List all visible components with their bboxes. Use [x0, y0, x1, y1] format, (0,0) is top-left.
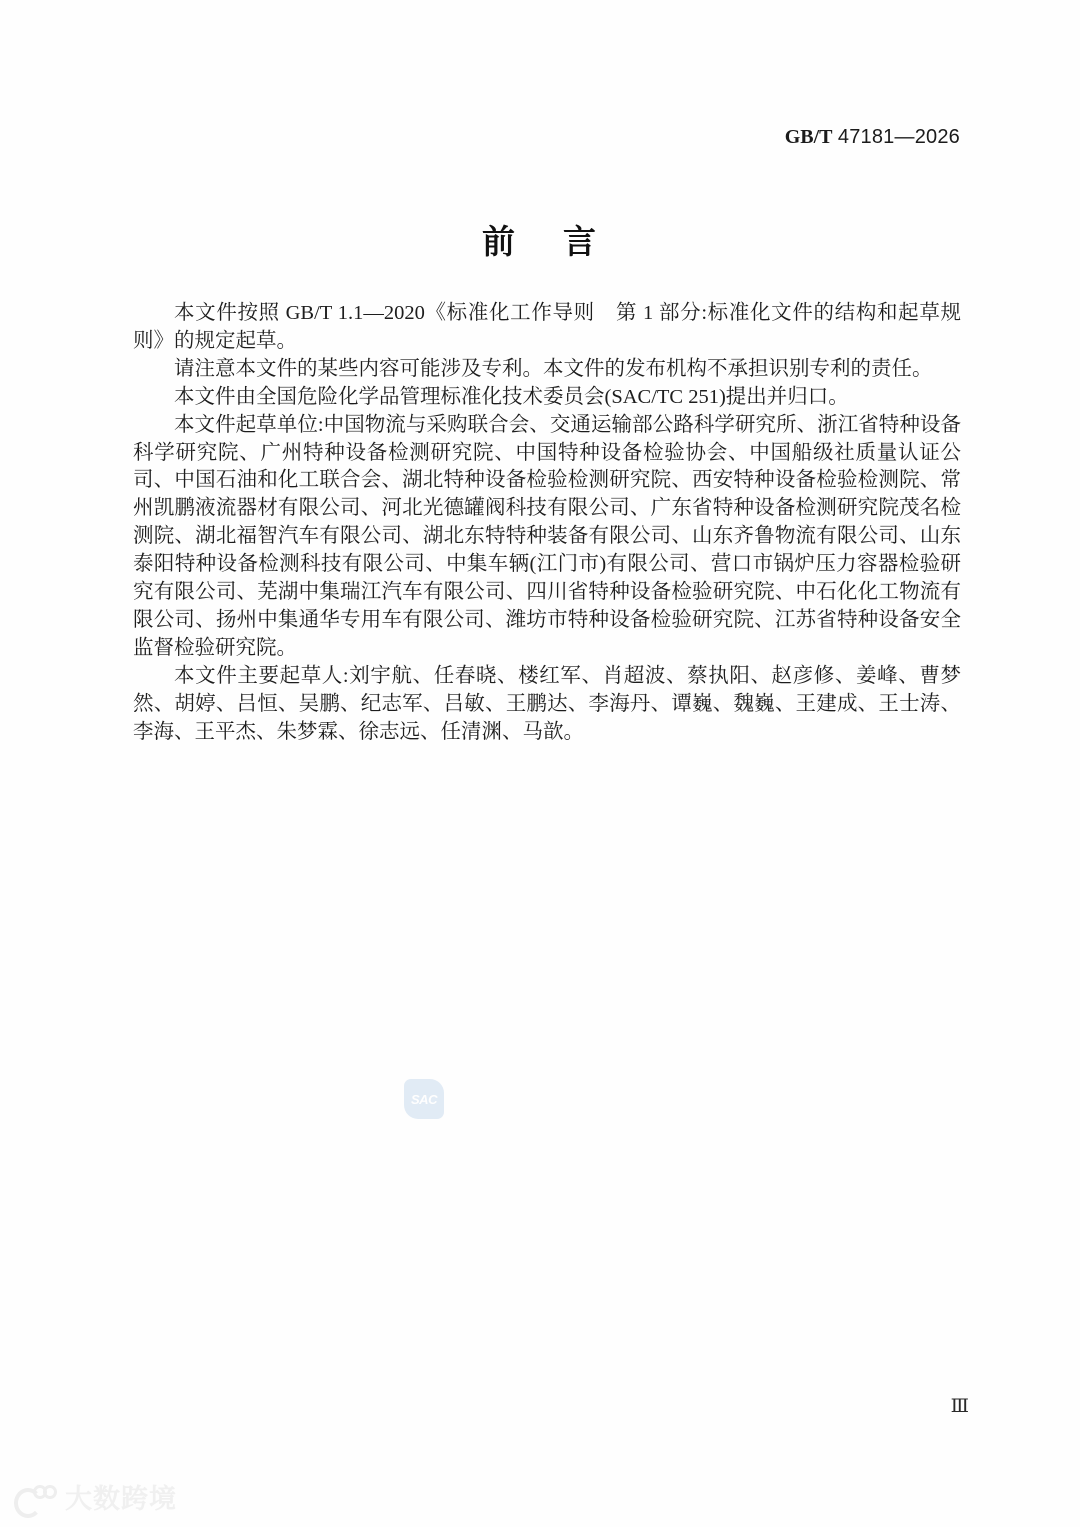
standard-prefix: GB/T [784, 126, 833, 148]
running-header [785, 126, 960, 149]
foreword-paragraph: 本文件按照 GB/T 1.1—2020《标准化工作导则 第 1 部分:标准化文件的结构和起草规则》的规定起草。 [133, 302, 961, 352]
drafters-paragraph: 本文件主要起草人:刘宇航、任春晓、楼红军、肖超波、蔡执阳、赵彦修、姜峰、曹梦然、胡婷、吕恒、吴鹏、纪志军、吕敏、王鹏达、李海丹、谭巍、魏巍、王建成、王士涛、李海、王平杰、朱梦霖、徐志远、任清渊、马歆。 [133, 664, 961, 743]
source-watermark [14, 1485, 177, 1513]
watermark-label: 大数跨境 [65, 1483, 177, 1514]
title-char-2: 言 [563, 225, 598, 261]
watermark-dot-shape [43, 1485, 57, 1499]
foreword-body [133, 300, 961, 747]
foreword-paragraph: 请注意本文件的某些内容可能涉及专利。本文件的发布机构不承担识别专利的责任。 [174, 357, 933, 380]
standard-number: 47181—2026 [837, 126, 960, 148]
watermark-logo-icon [14, 1485, 56, 1513]
title-char-1: 前 [482, 225, 517, 261]
sac-watermark-icon [404, 1079, 444, 1119]
sac-watermark-label: SAC [411, 1091, 437, 1107]
foreword-paragraph: 本文件由全国危险化学品管理标准化技术委员会(SAC/TC 251)提出并归口。 [174, 385, 849, 408]
page-title [0, 216, 1080, 263]
drafting-organizations-paragraph: 本文件起草单位:中国物流与采购联合会、交通运输部公路科学研究所、浙江省特种设备科学研究院、广州特种设备检测研究院、中国特种设备检验协会、中国船级社质量认证公司、中国石油和化工联合会、湖北特种设备检验检测研究院、西安特种设备检验检测院、常州凯鹏液流器材有限公司、河北光德罐阀科技有限公司、广东省特种设备检测研究院茂名检测院、湖北福智汽车有限公司、湖北东特特种装备有限公司、山东齐鲁物流有限公司、山东泰阳特种设备检测科技有限公司、中集车辆(江门市)有限公司、营口市锅炉压力容器检验研究有限公司、芜湖中集瑞江汽车有限公司、四川省特种设备检验研究院、中石化化工物流有限公司、扬州中集通华专用车有限公司、潍坊市特种设备检验研究院、江苏省特种设备安全监督检验研究院。 [133, 413, 961, 659]
page-number: Ⅲ [950, 1396, 970, 1417]
